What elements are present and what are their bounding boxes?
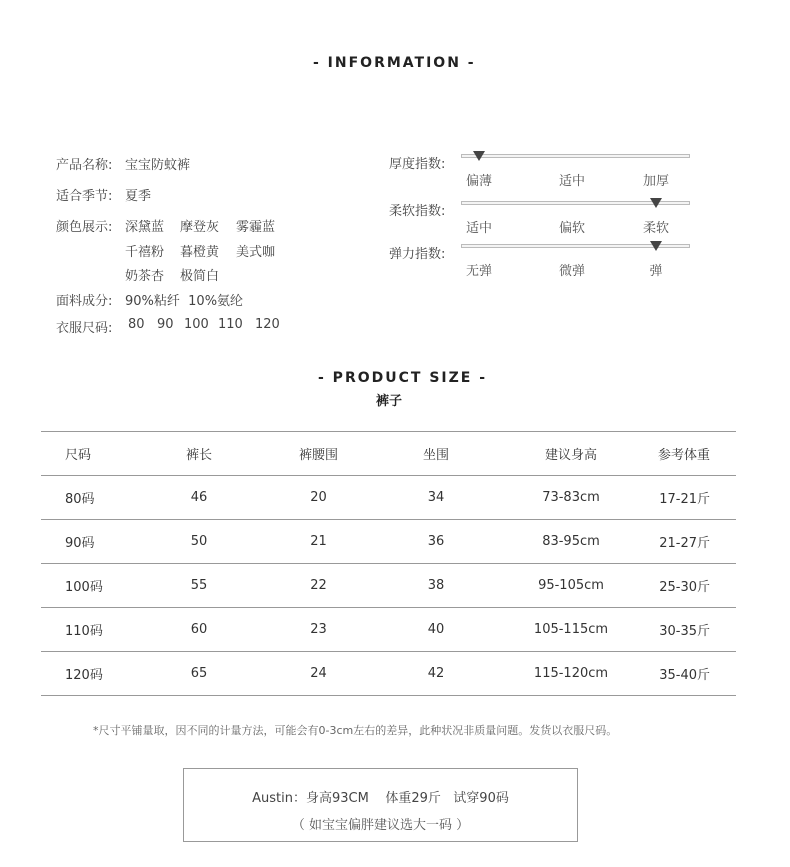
index-label: 柔软指数:: [389, 204, 446, 219]
name-value: 宝宝防蚊裤: [125, 158, 191, 173]
table-cell: 50: [117, 520, 281, 564]
table-header-cell: 尺码: [41, 432, 117, 476]
table-row: [41, 564, 736, 608]
size-option: 120: [255, 317, 280, 332]
index-tick-label: 偏薄: [465, 174, 493, 189]
size-label: 衣服尺码:: [56, 321, 113, 336]
color-option: 雾霾蓝: [236, 220, 276, 235]
size-table: [41, 431, 736, 696]
table-cell: 83-95cm: [516, 520, 626, 564]
index-tick-label: 柔软: [642, 221, 670, 236]
table-cell: 38: [356, 564, 516, 608]
name-label: 产品名称:: [56, 158, 113, 173]
table-cell: 80码: [41, 476, 117, 520]
table-header-cell: 裤长: [117, 432, 281, 476]
color-option: 奶茶杏: [125, 269, 165, 284]
fit-reference-box: [183, 768, 578, 842]
table-cell: 55: [117, 564, 281, 608]
table-cell: 60: [117, 608, 281, 652]
information-title: - INFORMATION -: [313, 55, 476, 71]
index-marker-icon: [650, 198, 662, 208]
index-label: 厚度指数:: [389, 157, 446, 172]
index-label: 弹力指数:: [389, 247, 446, 262]
table-cell: 90码: [41, 520, 117, 564]
color-option: 千禧粉: [125, 245, 165, 260]
table-cell: 25-30斤: [626, 564, 736, 608]
table-header-row: [41, 432, 736, 476]
table-cell: 100码: [41, 564, 117, 608]
table-row: [41, 652, 736, 696]
color-option: 极简白: [180, 269, 220, 284]
index-track: [461, 154, 690, 158]
table-header-cell: 建议身高: [516, 432, 626, 476]
season-value: 夏季: [125, 189, 152, 204]
table-cell: 21-27斤: [626, 520, 736, 564]
size-option: 80: [128, 317, 145, 332]
index-tick-label: 偏软: [558, 221, 586, 236]
table-cell: 42: [356, 652, 516, 696]
table-cell: 105-115cm: [516, 608, 626, 652]
fit-suggestion-line: （ 如宝宝偏胖建议选大一码 ）: [291, 818, 470, 833]
table-cell: 40: [356, 608, 516, 652]
table-cell: 21: [281, 520, 356, 564]
table-cell: 120码: [41, 652, 117, 696]
table-cell: 115-120cm: [516, 652, 626, 696]
size-section-subtitle: 裤子: [376, 394, 403, 409]
table-cell: 17-21斤: [626, 476, 736, 520]
table-cell: 46: [117, 476, 281, 520]
table-header-cell: 裤腰围: [281, 432, 356, 476]
size-section-title: - PRODUCT SIZE -: [318, 370, 488, 386]
table-cell: 73-83cm: [516, 476, 626, 520]
color-option: 深黛蓝: [125, 220, 165, 235]
index-marker-icon: [473, 151, 485, 161]
table-cell: 30-35斤: [626, 608, 736, 652]
size-option: 110: [218, 317, 243, 332]
size-option: 90: [157, 317, 174, 332]
index-tick-label: 弹: [649, 264, 663, 279]
measurement-note: *尺寸平铺量取，因不同的计量方法，可能会有0-3cm左右的差异，此种状况非质量问题。发货以衣服尺码。: [93, 724, 618, 737]
index-tick-label: 适中: [465, 221, 493, 236]
table-cell: 20: [281, 476, 356, 520]
color-option: 摩登灰: [180, 220, 220, 235]
index-tick-label: 微弹: [558, 264, 586, 279]
table-row: [41, 476, 736, 520]
index-tick-label: 无弹: [465, 264, 493, 279]
color-option: 暮橙黄: [180, 245, 220, 260]
table-header-cell: 参考体重: [626, 432, 736, 476]
table-cell: 34: [356, 476, 516, 520]
table-cell: 36: [356, 520, 516, 564]
color-label: 颜色展示:: [56, 220, 113, 235]
index-tick-label: 适中: [558, 174, 586, 189]
table-cell: 110码: [41, 608, 117, 652]
table-header-cell: 坐围: [356, 432, 516, 476]
fabric-value: 90%粘纤 10%氨纶: [125, 294, 244, 309]
table-cell: 65: [117, 652, 281, 696]
index-tick-label: 加厚: [642, 174, 670, 189]
table-cell: 22: [281, 564, 356, 608]
table-row: [41, 520, 736, 564]
table-row: [41, 608, 736, 652]
fit-reference-line: Austin：身高93CM 体重29斤 试穿90码: [252, 791, 509, 806]
size-option: 100: [184, 317, 209, 332]
table-cell: 23: [281, 608, 356, 652]
index-marker-icon: [650, 241, 662, 251]
fabric-label: 面料成分:: [56, 294, 113, 309]
table-cell: 95-105cm: [516, 564, 626, 608]
season-label: 适合季节:: [56, 189, 113, 204]
table-cell: 35-40斤: [626, 652, 736, 696]
color-option: 美式咖: [236, 245, 276, 260]
table-cell: 24: [281, 652, 356, 696]
